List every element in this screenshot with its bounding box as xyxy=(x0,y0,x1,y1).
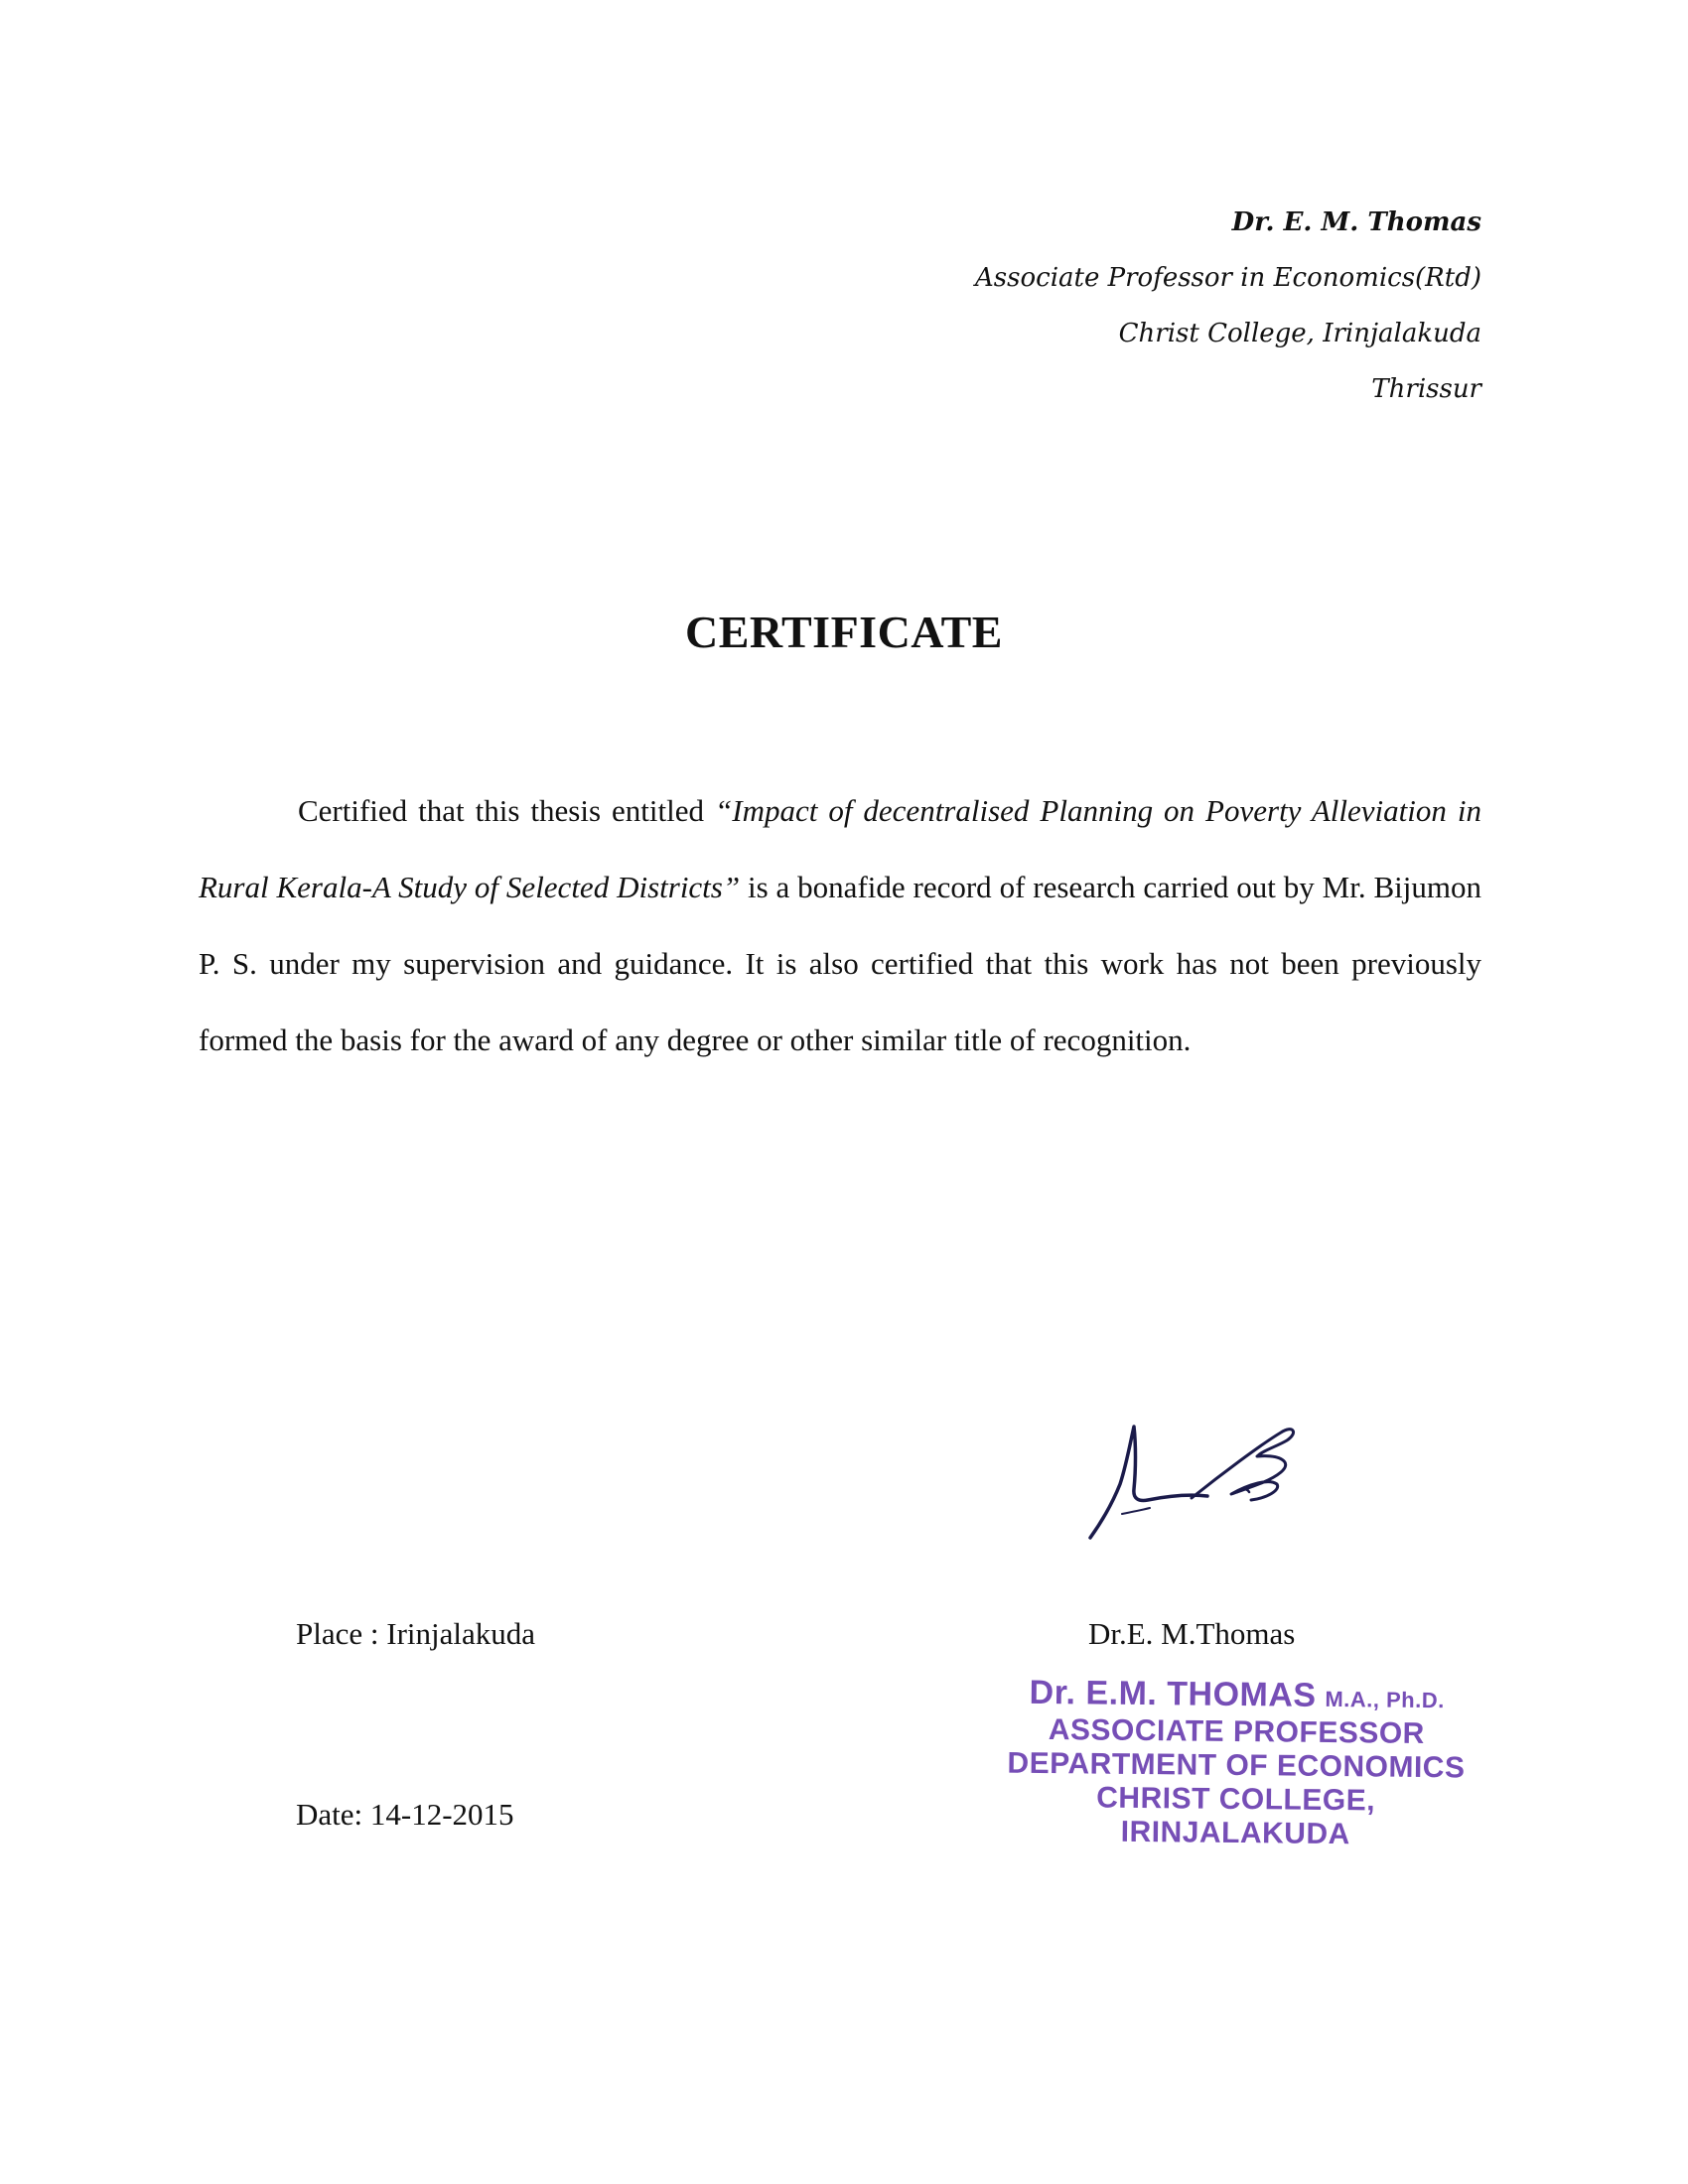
stamp-institution: CHRIST COLLEGE, IRINJALAKUDA xyxy=(1096,1781,1376,1851)
letterhead-designation: Associate Professor in Economics(Rtd) xyxy=(975,263,1481,293)
stamp-designation: ASSOCIATE PROFESSOR xyxy=(1048,1713,1426,1750)
stamp-degrees: M.A., Ph.D. xyxy=(1325,1686,1445,1713)
letterhead-city: Thrissur xyxy=(1371,374,1481,404)
thesis-title: “Impact of decentralised Planning on Poverty Alleviation in Rural Kerala-A Study of Selected Districts” xyxy=(199,793,1481,904)
letterhead xyxy=(975,195,1481,417)
signer-name: Dr.E. M.Thomas xyxy=(1088,1616,1296,1651)
body-rest: is a bonafide record of research carried out by Mr. Bijumon P. S. under my supervision and guidance. It is also certified that this work has not been previously formed the basis for the award of any degree or other similar title of recognition. xyxy=(199,870,1482,1057)
letterhead-institution: Christ College, Irinjalakuda xyxy=(1118,319,1481,348)
letterhead-name: Dr. E. M. Thomas xyxy=(1231,207,1481,237)
stamp-name-line xyxy=(999,1675,1476,1717)
handwritten-signature-icon xyxy=(1082,1415,1321,1544)
date-line: Date: 14-12-2015 xyxy=(296,1797,514,1832)
stamp-department: DEPARTMENT OF ECONOMICS xyxy=(1007,1746,1466,1785)
official-stamp xyxy=(997,1675,1476,1852)
place-line: Place : Irinjalakuda xyxy=(296,1616,536,1651)
body-intro: Certified that this thesis entitled xyxy=(298,793,715,828)
certificate-body xyxy=(199,772,1481,1078)
stamp-name: Dr. E.M. THOMAS xyxy=(1029,1673,1317,1714)
document-title: CERTIFICATE xyxy=(685,607,1003,657)
